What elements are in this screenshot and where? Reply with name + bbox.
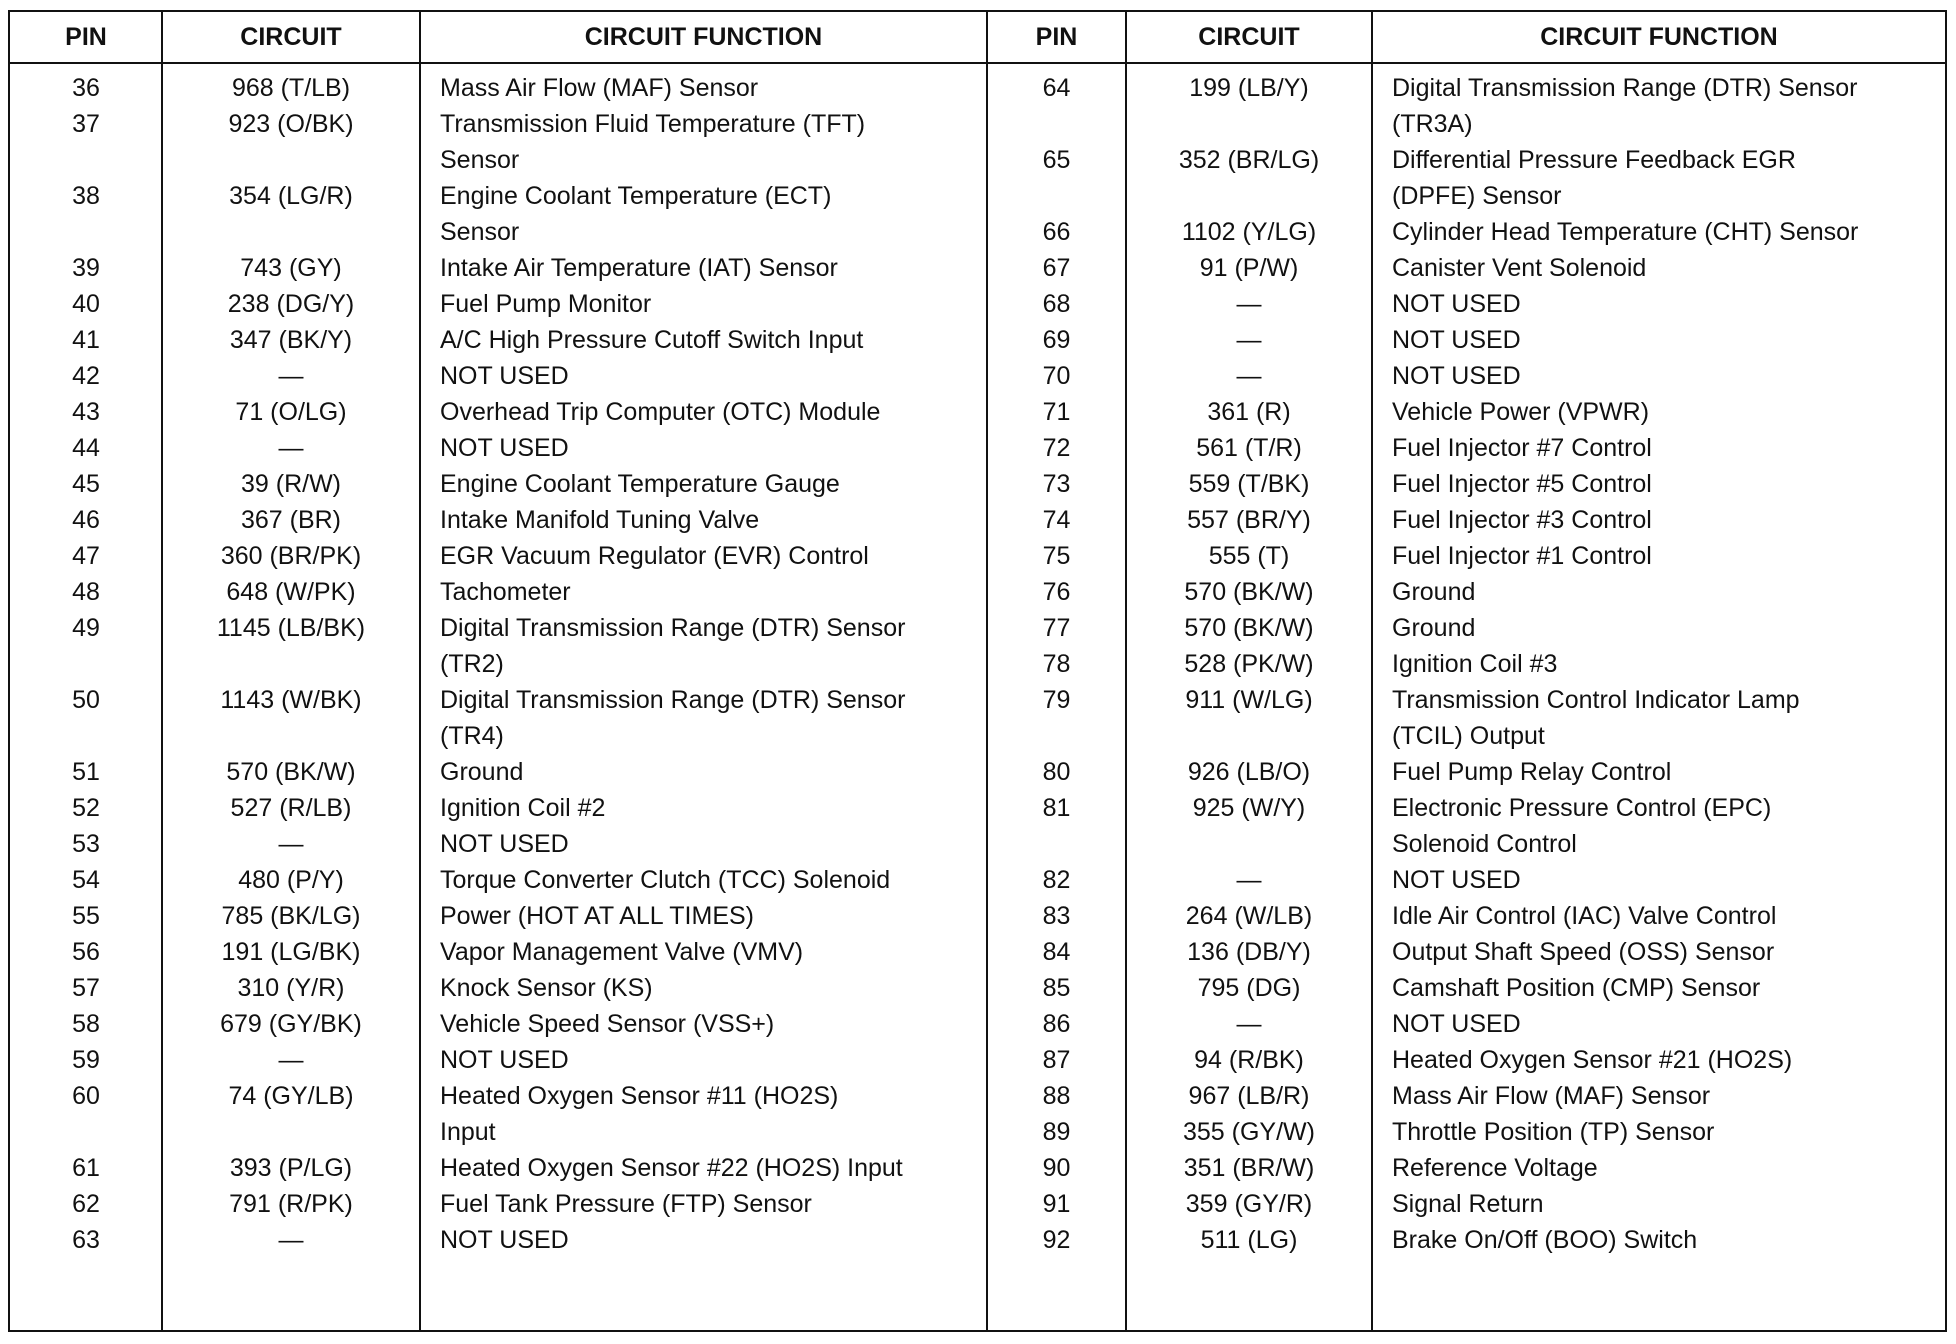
row-spacer [1126,718,1372,754]
circuit-code: 570 (BK/W) [1184,614,1314,642]
circuit-function: NOT USED [440,362,569,390]
circuit-function: Mass Air Flow (MAF) Sensor [1392,1082,1711,1110]
pin-number: 61 [72,1154,100,1182]
circuit-function: Power (HOT AT ALL TIMES) [440,902,754,930]
circuit-function: (TR2) [440,650,504,678]
circuit-function: Vehicle Speed Sensor (VSS+) [440,1010,775,1038]
pin-number: 87 [1042,1046,1071,1074]
pin-number: 90 [1042,1154,1071,1182]
left-pin-column [10,70,162,1258]
circuit-function: Engine Coolant Temperature Gauge [440,470,840,498]
circuit-function: NOT USED [440,434,569,462]
circuit-function: Digital Transmission Range (DTR) Sensor [440,614,906,642]
pin-number: 69 [1042,326,1071,354]
pin-number: 36 [72,74,100,102]
pin-number: 70 [1042,362,1071,390]
pin-number: 46 [72,506,100,534]
circuit-function: Ignition Coil #3 [1392,650,1558,678]
circuit-code: 480 (P/Y) [238,866,344,894]
circuit-function: NOT USED [1392,362,1521,390]
pin-number: 47 [72,542,100,570]
circuit-code: 91 (P/W) [1199,254,1299,282]
circuit-function: NOT USED [440,830,569,858]
circuit-code: 354 (LG/R) [229,182,353,210]
pin-number: 50 [72,686,100,714]
row-spacer [987,826,1126,862]
circuit-function: A/C High Pressure Cutoff Switch Input [440,326,864,354]
header-function-right: CIRCUIT FUNCTION [1540,23,1778,51]
pin-number: 53 [72,830,100,858]
circuit-code: 527 (R/LB) [230,794,352,822]
row-spacer [162,646,420,682]
circuit-code: 555 (T) [1208,542,1290,570]
circuit-function: Intake Manifold Tuning Valve [440,506,760,534]
right-pin-column [987,70,1126,1258]
header-pin-left: PIN [65,23,107,51]
circuit-code: — [1236,362,1262,390]
circuit-code: 967 (LB/R) [1188,1082,1310,1110]
row-spacer [162,718,420,754]
row-spacer [162,214,420,250]
pinout-table [8,10,1947,1332]
circuit-code: — [278,830,304,858]
row-spacer [10,142,162,178]
circuit-code: 136 (DB/Y) [1187,938,1311,966]
pin-number: 86 [1042,1010,1071,1038]
pin-number: 76 [1042,578,1071,606]
pin-number: 89 [1042,1118,1071,1146]
pin-number: 63 [72,1226,100,1254]
circuit-function: Heated Oxygen Sensor #11 (HO2S) [440,1082,839,1110]
pin-number: 49 [72,614,100,642]
circuit-function: NOT USED [1392,1010,1521,1038]
circuit-code: 795 (DG) [1197,974,1301,1002]
circuit-code: 1145 (LB/BK) [216,614,366,642]
circuit-code: — [278,362,304,390]
pin-number: 92 [1042,1226,1071,1254]
circuit-code: 393 (P/LG) [229,1154,353,1182]
header-circuit-left: CIRCUIT [240,23,342,51]
circuit-code: 74 (GY/LB) [228,1082,354,1110]
pin-number: 65 [1042,146,1071,174]
circuit-code: 648 (W/PK) [226,578,356,606]
circuit-code: 1102 (Y/LG) [1181,218,1317,246]
circuit-function: (TR3A) [1392,110,1473,138]
pin-number: 80 [1042,758,1071,786]
pin-number: 60 [72,1082,100,1110]
circuit-code: 191 (LG/BK) [221,938,361,966]
pin-number: 56 [72,938,100,966]
circuit-code: 968 (T/LB) [231,74,351,102]
header-divider [10,62,1945,64]
pin-number: 54 [72,866,100,894]
circuit-code: 570 (BK/W) [226,758,356,786]
circuit-function: Fuel Injector #3 Control [1392,506,1652,534]
circuit-function: Cylinder Head Temperature (CHT) Sensor [1392,218,1859,246]
circuit-function: Input [440,1118,496,1146]
circuit-code: 351 (BR/W) [1183,1154,1315,1182]
pin-number: 64 [1042,74,1071,102]
circuit-code: 360 (BR/PK) [220,542,362,570]
circuit-function: Differential Pressure Feedback EGR [1392,146,1796,174]
pin-number: 72 [1042,434,1071,462]
circuit-function: (DPFE) Sensor [1392,182,1562,210]
pin-number: 58 [72,1010,100,1038]
row-spacer [987,718,1126,754]
circuit-code: 310 (Y/R) [237,974,345,1002]
circuit-function: Knock Sensor (KS) [440,974,653,1002]
circuit-function: Ground [1392,614,1476,642]
circuit-function: Intake Air Temperature (IAT) Sensor [440,254,838,282]
circuit-code: 561 (T/R) [1196,434,1302,462]
row-spacer [10,214,162,250]
left-function-column [420,70,987,1258]
row-spacer [162,1114,420,1150]
circuit-code: 791 (R/PK) [229,1190,353,1218]
circuit-function: Signal Return [1392,1190,1544,1218]
circuit-function: Fuel Injector #1 Control [1392,542,1652,570]
circuit-code: 559 (T/BK) [1188,470,1310,498]
pin-number: 68 [1042,290,1071,318]
circuit-function: Fuel Pump Monitor [440,290,652,318]
circuit-function: Engine Coolant Temperature (ECT) [440,182,832,210]
circuit-function: Fuel Injector #5 Control [1392,470,1652,498]
circuit-function: Reference Voltage [1392,1154,1598,1182]
pin-number: 55 [72,902,100,930]
pin-number: 52 [72,794,100,822]
circuit-function: Ground [440,758,524,786]
circuit-function: NOT USED [440,1226,569,1254]
circuit-function: Tachometer [440,578,571,606]
circuit-code: 71 (O/LG) [235,398,347,426]
circuit-code: 923 (O/BK) [228,110,354,138]
header-function-left: CIRCUIT FUNCTION [584,23,823,51]
pin-number: 81 [1042,794,1071,822]
circuit-function: NOT USED [1392,326,1521,354]
circuit-code: 785 (BK/LG) [221,902,361,930]
circuit-code: 264 (W/LB) [1185,902,1313,930]
circuit-code: 570 (BK/W) [1184,578,1314,606]
pin-number: 41 [72,326,100,354]
circuit-code: 511 (LG) [1200,1226,1298,1254]
circuit-function: Torque Converter Clutch (TCC) Solenoid [440,866,891,894]
circuit-function: NOT USED [440,1046,569,1074]
circuit-function: Sensor [440,146,520,174]
circuit-function: Fuel Injector #7 Control [1392,434,1652,462]
circuit-code: 238 (DG/Y) [227,290,355,318]
pin-number: 38 [72,182,100,210]
circuit-function: Digital Transmission Range (DTR) Sensor [1392,74,1858,102]
circuit-code: — [1236,866,1262,894]
row-spacer [1126,178,1372,214]
circuit-function: EGR Vacuum Regulator (EVR) Control [440,542,869,570]
circuit-code: 352 (BR/LG) [1178,146,1320,174]
circuit-code: 925 (W/Y) [1192,794,1306,822]
circuit-function: Fuel Pump Relay Control [1392,758,1672,786]
circuit-function: Transmission Fluid Temperature (TFT) [440,110,866,138]
pin-number: 42 [72,362,100,390]
circuit-function: Ground [1392,578,1476,606]
row-spacer [162,142,420,178]
circuit-code: 926 (LB/O) [1187,758,1311,786]
left-circuit-column [162,70,420,1258]
circuit-code: — [278,1226,304,1254]
circuit-code: 1143 (W/BK) [220,686,362,714]
pin-number: 84 [1042,938,1071,966]
circuit-code: 528 (PK/W) [1184,650,1314,678]
circuit-code: — [1236,326,1262,354]
header-circuit-right: CIRCUIT [1198,23,1300,51]
circuit-code: 39 (R/W) [241,470,341,498]
pin-number: 91 [1042,1190,1071,1218]
circuit-function: Transmission Control Indicator Lamp [1392,686,1800,714]
circuit-function: NOT USED [1392,866,1521,894]
circuit-function: NOT USED [1392,290,1521,318]
pin-number: 39 [72,254,100,282]
pin-number: 45 [72,470,100,498]
pin-number: 48 [72,578,100,606]
circuit-function: Heated Oxygen Sensor #22 (HO2S) Input [440,1154,903,1182]
pin-number: 44 [72,434,100,462]
pin-number: 67 [1042,254,1071,282]
row-spacer [987,178,1126,214]
circuit-function: Throttle Position (TP) Sensor [1392,1118,1715,1146]
circuit-function: Camshaft Position (CMP) Sensor [1392,974,1761,1002]
circuit-code: 199 (LB/Y) [1189,74,1309,102]
circuit-code: 679 (GY/BK) [220,1010,362,1038]
circuit-code: 355 (GY/W) [1183,1118,1315,1146]
pin-number: 71 [1042,398,1071,426]
pin-number: 78 [1042,650,1071,678]
pin-number: 40 [72,290,100,318]
pin-number: 73 [1042,470,1071,498]
circuit-code: 911 (W/LG) [1185,686,1313,714]
circuit-code: 367 (BR) [240,506,342,534]
row-spacer [1126,106,1372,142]
pin-number: 88 [1042,1082,1071,1110]
pin-number: 75 [1042,542,1071,570]
pin-number: 66 [1042,218,1071,246]
pin-number: 57 [72,974,100,1002]
circuit-function: Brake On/Off (BOO) Switch [1392,1226,1698,1254]
row-spacer [10,646,162,682]
circuit-code: — [278,1046,304,1074]
circuit-function: Heated Oxygen Sensor #21 (HO2S) [1392,1046,1793,1074]
pin-number: 43 [72,398,100,426]
pin-number: 37 [72,110,100,138]
row-spacer [1126,826,1372,862]
pin-number: 85 [1042,974,1071,1002]
circuit-function: Idle Air Control (IAC) Valve Control [1392,902,1777,930]
pin-number: 83 [1042,902,1071,930]
pin-number: 74 [1042,506,1071,534]
circuit-code: — [1236,290,1262,318]
pin-number: 79 [1042,686,1071,714]
pin-number: 62 [72,1190,100,1218]
pin-number: 77 [1042,614,1071,642]
circuit-code: 361 (R) [1207,398,1291,426]
circuit-code: 557 (BR/Y) [1187,506,1311,534]
header-pin-right: PIN [1035,23,1078,51]
circuit-code: 347 (BK/Y) [229,326,353,354]
circuit-function: Overhead Trip Computer (OTC) Module [440,398,881,426]
circuit-function: Vehicle Power (VPWR) [1392,398,1650,426]
circuit-function: Vapor Management Valve (VMV) [440,938,804,966]
circuit-code: 743 (GY) [240,254,342,282]
circuit-code: 94 (R/BK) [1194,1046,1304,1074]
row-spacer [10,718,162,754]
circuit-function: (TCIL) Output [1392,722,1545,750]
pin-number: 82 [1042,866,1071,894]
circuit-function: Canister Vent Solenoid [1392,254,1647,282]
circuit-function: Digital Transmission Range (DTR) Sensor [440,686,906,714]
circuit-function: Mass Air Flow (MAF) Sensor [440,74,759,102]
right-circuit-column [1126,70,1372,1258]
circuit-code: 359 (GY/R) [1185,1190,1313,1218]
circuit-code: — [278,434,304,462]
circuit-function: (TR4) [440,722,504,750]
circuit-function: Ignition Coil #2 [440,794,606,822]
circuit-function: Sensor [440,218,520,246]
circuit-function: Fuel Tank Pressure (FTP) Sensor [440,1190,812,1218]
circuit-function: Electronic Pressure Control (EPC) [1392,794,1772,822]
pin-number: 59 [72,1046,100,1074]
row-spacer [987,106,1126,142]
circuit-code: — [1236,1010,1262,1038]
circuit-function: Output Shaft Speed (OSS) Sensor [1392,938,1775,966]
row-spacer [10,1114,162,1150]
right-function-column [1372,70,1946,1258]
pin-number: 51 [72,758,100,786]
circuit-function: Solenoid Control [1392,830,1577,858]
